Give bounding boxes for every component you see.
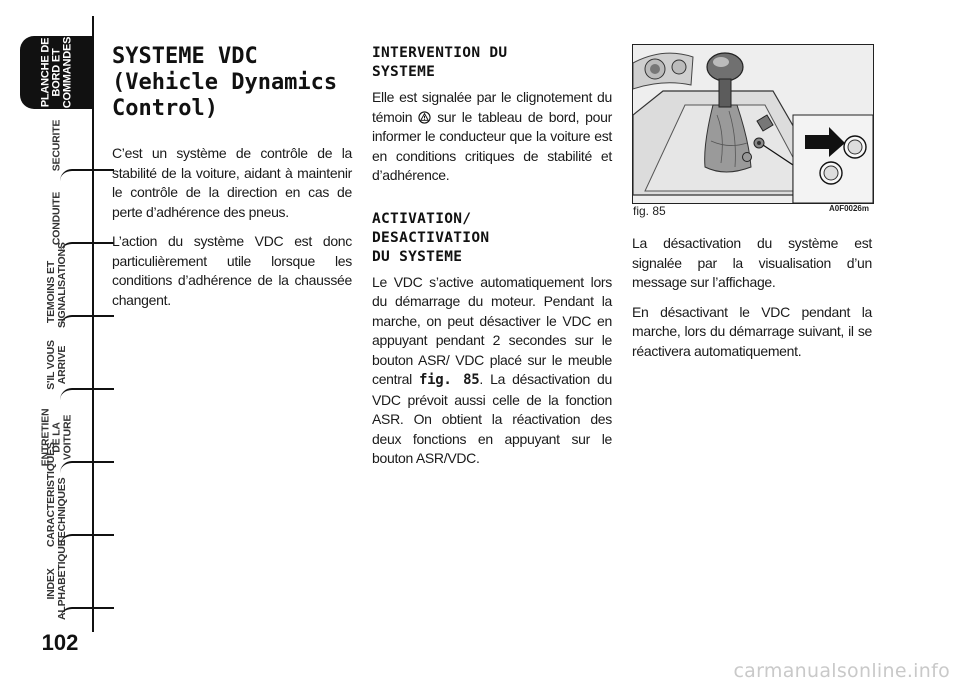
text-run: sur le tableau de bord, pour informer le conducteur que la voiture est en conditions critiques de stabilité et d’adhérence.	[372, 108, 613, 183]
console-illustration	[633, 45, 873, 203]
tab-planche-de-bord[interactable]	[20, 36, 94, 109]
tab-label: PLANCHE DE BORD ET COMMANDES	[39, 36, 74, 109]
paragraph: La désactivation du système est signalée par la visualisation d’un message sur l’affichage.	[632, 235, 872, 290]
paragraph: En désactivant le VDC pendant la marche, lors du démarrage suivant, il se réactivera automatiquement.	[632, 303, 872, 359]
tab-divider	[60, 607, 114, 621]
figure-caption	[633, 204, 871, 218]
tab-label: TEMOINS ET SIGNALISATIONS	[45, 241, 68, 328]
tab-divider	[60, 461, 114, 475]
tab-divider	[60, 169, 114, 183]
tab-label: CONDUITE	[50, 191, 63, 246]
tab-label: SECURITE	[50, 119, 63, 172]
paragraph	[372, 273, 612, 469]
page-number: 102	[41, 630, 79, 655]
section-tabs	[0, 16, 98, 632]
tab-entretien[interactable]	[20, 401, 94, 474]
column-1	[112, 44, 352, 320]
tab-caracteristiques[interactable]	[20, 441, 94, 547]
column-2	[372, 44, 612, 479]
paragraph: L’action du système VDC est donc particulièrement utile lorsque les conditions d’adhérence de la chaussée changent.	[112, 233, 352, 308]
vdc-warning-light-icon	[418, 111, 431, 124]
tab-divider	[60, 242, 114, 256]
tab-index[interactable]	[20, 539, 94, 620]
tab-divider	[60, 388, 114, 402]
text-run: Elle est signalée par le clignotement du témoin	[372, 89, 612, 125]
figure-label: fig. 85	[633, 204, 666, 218]
figure-reference-link[interactable]: fig. 85	[419, 372, 480, 388]
paragraph: C’est un système de contrôle de la stabilité de la voiture, aidant à maintenir le contrôle de la direction en cas de perte d’adhérence des pneus.	[112, 145, 352, 220]
tab-divider	[60, 315, 114, 329]
tab-divider	[60, 534, 114, 548]
tab-temoins[interactable]	[20, 241, 94, 328]
tab-label: S'IL VOUS ARRIVE	[45, 339, 68, 390]
tab-sil-vous-arrive[interactable]	[20, 328, 94, 401]
paragraph	[372, 88, 612, 186]
tab-securite[interactable]	[20, 109, 94, 182]
tab-label: ENTRETIEN DE LA VOITURE	[39, 408, 74, 467]
column-3	[632, 234, 872, 371]
text-run: . La désactivation du VDC prévoit aussi celle de la fonction ASR. On obtient la réactivation des deux fonctions en appuyant sur le bouton ASR/VDC.	[372, 371, 613, 466]
watermark: carmanualsonline.info	[733, 660, 950, 682]
figure-85-console	[632, 44, 874, 204]
figure-code: A0F0026m	[828, 204, 869, 213]
section-title: SYSTEME VDC (Vehicle Dynamics Control)	[112, 44, 338, 121]
tab-label: CARACTERISTIQUES TECHNIQUES	[45, 441, 68, 547]
tab-label: INDEX ALPHABETIQUE	[45, 539, 68, 620]
subsection-title: ACTIVATION/ DESACTIVATION DU SYSTEME	[372, 210, 490, 265]
text-run: Le VDC s’active automatiquement lors du démarrage du moteur. Pendant la marche, on peut désactiver le VDC en appuyant pendant 2 secondes sur le bouton ASR/ VDC placé sur le meuble central	[372, 273, 612, 387]
subsection-title: INTERVENTION DU SYSTEME	[372, 45, 508, 80]
